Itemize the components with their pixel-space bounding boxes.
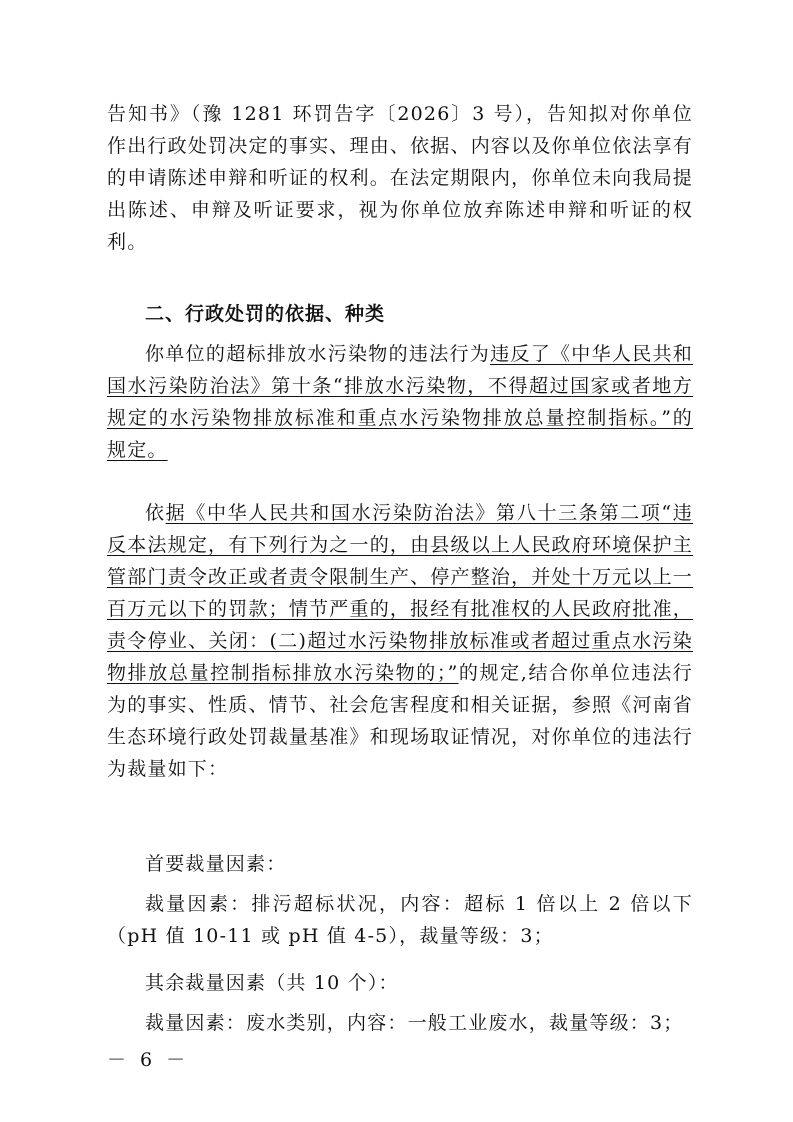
- violation-law-quote: 违反了《中华人民共和国水污染防治法》第十条“排放水污染物，不得超过国家或者地方规定的水污染物排放标准和重点水污染物排放总量控制指标。”的规定。: [107, 343, 693, 461]
- factor-wastewater-type: 裁量因素：废水类别，内容：一般工业废水，裁量等级：3；: [145, 1012, 684, 1034]
- paragraph-violation: [107, 338, 693, 466]
- basis-lead: 依: [145, 502, 166, 524]
- primary-factor-label: 首要裁量因素：: [145, 853, 287, 875]
- other-factors-label: 其余裁量因素（共 10 个）：: [145, 972, 399, 994]
- section-heading-2: 二、行政处罚的依据、种类: [145, 303, 386, 325]
- basis-law-quote: 据《中华人民共和国水污染防治法》第八十三条第二项“违反本法规定，有下列行为之一的，由县级以上人民政府环境保护主管部门责令改正或者责令限制生产、停产整治，并处十万元以上一百万元以下的罚款；情节严重的，报经有批准权的人民政府批准，责令停业、关闭：(二)超过水污染物排放标准或者超过重点水污染物排放总量控制指标排放水污染物的；”: [107, 502, 694, 684]
- paragraph-basis: [107, 497, 693, 785]
- basis-tail: 的规定,结合你单位违法行为的事实、性质、情节、社会危害程度和相关证据，参照《河南省生态环境行政处罚裁量基准》和现场取证情况，对你单位的违法行为裁量如下：: [107, 662, 693, 780]
- violation-text: 你单位的超标排放水污染物的违法行为: [145, 343, 491, 365]
- factor-discharge-exceed: 裁量因素：排污超标状况，内容：超标 1 倍以上 2 倍以下（pH 值 10-11 或 pH 值 4-5），裁量等级：3；: [107, 893, 693, 947]
- page-number: － 6 －: [107, 1049, 190, 1071]
- paragraph-notice: 告知书》（豫 1281 环罚告字〔2026〕3 号），告知拟对你单位作出行政处罚决定的事实、理由、依据、内容以及你单位依法享有的申请陈述申辩和听证的权利。在法定期限内，你单位未向我局提出陈述、申辩及听证要求，视为你单位放弃陈述申辩和听证的权利。: [107, 103, 693, 253]
